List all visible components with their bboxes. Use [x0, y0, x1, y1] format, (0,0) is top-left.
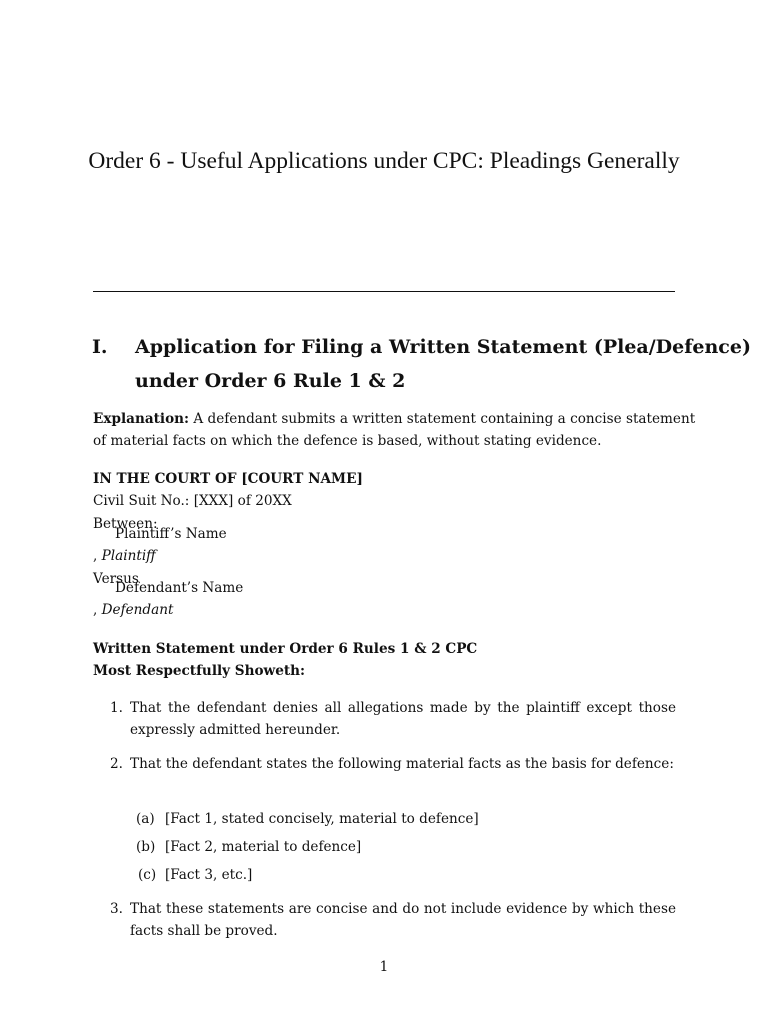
statement-heading: Written Statement under Order 6 Rules 1 & 2 CPC [93, 641, 478, 657]
plaintiff-name: Plaintiff’s Name [115, 526, 227, 542]
plaintiff-line [93, 545, 156, 567]
section-title-line-2: under Order 6 Rule 1 & 2 [135, 370, 406, 392]
sub-item-text: [Fact 2, material to defence] [165, 839, 362, 855]
list-item-number: 1. [110, 700, 123, 716]
suit-number: Civil Suit No.: [XXX] of 20XX [93, 493, 292, 509]
page-number: 1 [379, 959, 389, 975]
sub-item-mark: (a) [136, 811, 155, 827]
sub-item-text: [Fact 3, etc.] [165, 867, 253, 883]
plaintiff-role: Plaintiff [101, 548, 156, 564]
list-item-number: 3. [110, 901, 123, 917]
versus-label: Versus [93, 571, 139, 587]
section-number: I. [92, 336, 108, 358]
plaintiff-comma: , [93, 548, 102, 564]
defendant-role: Defendant [101, 602, 174, 618]
explanation-line-1 [93, 408, 695, 430]
showeth-heading: Most Respectfully Showeth: [93, 663, 306, 679]
explanation-line-2: of material facts on which the defence is based, without stating evidence. [93, 433, 602, 449]
list-item-text: That the defendant denies all allegations made by the plaintiff except those expressly admitted hereunder. [130, 700, 676, 738]
list-item-number: 2. [110, 756, 123, 772]
list-item-text: That these statements are concise and do not include evidence by which these facts shall be proved. [130, 901, 676, 939]
between-label: Between: [93, 516, 158, 532]
defendant-name: Defendant’s Name [115, 580, 244, 596]
defendant-comma: , [93, 602, 102, 618]
sub-item-mark: (b) [136, 839, 156, 855]
sub-item-mark: (c) [138, 867, 157, 883]
court-heading: IN THE COURT OF [COURT NAME] [93, 471, 363, 487]
explanation-text-1: A defendant submits a written statement containing a concise statement [189, 411, 696, 427]
defendant-line [93, 599, 173, 621]
explanation-label: Explanation: [93, 411, 190, 427]
list-item-text: That the defendant states the following material facts as the basis for defence: [130, 756, 674, 772]
sub-item-text: [Fact 1, stated concisely, material to defence] [165, 811, 479, 827]
document-title: Order 6 - Useful Applications under CPC: Pleadings Generally [88, 148, 680, 174]
section-title-line-1: Application for Filing a Written Statement (Plea/Defence) [135, 336, 751, 358]
title-divider [93, 291, 675, 292]
